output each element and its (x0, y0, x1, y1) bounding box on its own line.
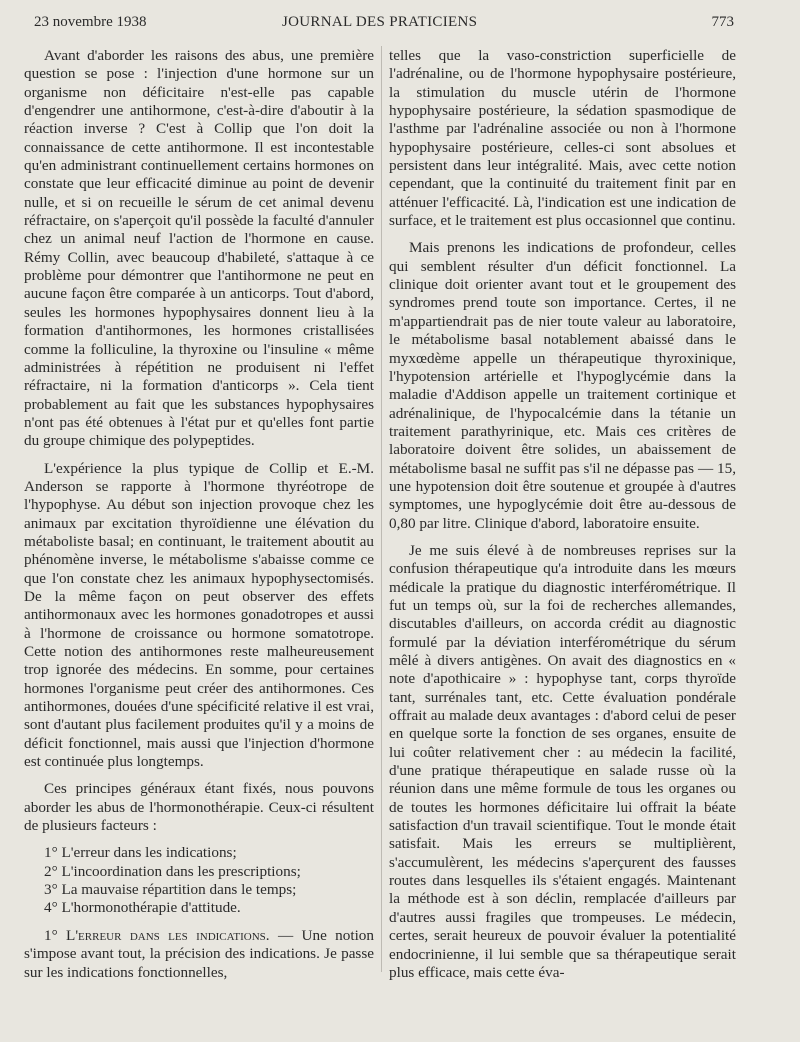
right-column (389, 47, 736, 991)
list-item: 1° L'erreur dans les indications; (44, 844, 237, 862)
paragraph-functional-indications: telles que la vaso-constriction superficielle de l'adrénaline, ou de l'hormone hypophysaire postérieure, la stimulation du muscle utérin de l'hormone hypophysaire postérieure, la sédation spasmodique de l'asthme par l'adrénaline associée ou non à l'hormone hypophysaire postérieure, celles-ci sont absolues et persistent dans leur intégralité. Mais, avec cette notion cependant, que la continuité du traitement finit par en atténuer l'efficacité. Là, l'indication est une indication de surface, et le traitement est plus occasionnel que continu. (389, 47, 736, 230)
section-heading: 1° L'erreur dans les indications. (44, 926, 270, 944)
page-header (34, 14, 734, 36)
section-text: — Une notion s'impose avant tout, la précision des indications. Je passe sur les indications fonctionnelles, (24, 926, 374, 981)
paragraph-collip-experiment: L'expérience la plus typique de Collip et E.-M. Anderson se rapporte à l'hormone thyréotrope de l'hypophyse. Au début son injection provoque chez les animaux par excitation thyroïdienne une élévation du métaboliste basal; en continuant, le traitement aboutit au phénomène inverse, le métabolisme s'abaisse comme ce que l'on constate chez les animaux hypophysectomisés. De la même façon on peut observer des effets antihormonaux avec les hormones gonadotropes et aussi à l'hormone de croissance ou hormone somatotrope. Cette notion des antihormones reste malheureusement trop ignorée des médecins. En somme, pour certaines hormones l'organisme peut créer des antihormones. Ces antihormones, douées d'une spécificité relative il est vrai, sont d'autant plus facilement produites qu'il y a moins de déficit fonctionnel, mais aussi que l'injection d'hormone est continuée plus longtemps. (24, 459, 374, 771)
paragraph-principles: Ces principes généraux étant fixés, nous pouvons aborder les abus de l'hormonothérapie. Ceux-ci résultent de plusieurs facteurs : (24, 780, 374, 835)
paragraph-interferometric: Je me suis élevé à de nombreuses reprises sur la confusion thérapeutique qu'a introduite dans les mœurs médicale la pratique du diagnostic interférométrique. Il fut un temps où, sur la foi de recherches allemandes, discutables d'ailleurs, on accorda crédit au diagnostic formulé par la déviation interférométrique du sérum mêlé à divers antigènes. On avait des diagnostics en « note d'apothicaire » : hypophyse tant, corps thyroïde tant, surrénales tant, etc. Cette évaluation pondérale offrait au malade deux avantages : d'abord celui de peser en quelque sorte la fonction de ses organes, ensuite de lui coûter relativement cher : au médecin la facilité, d'une pratique thérapeutique en salade russe où la réunion dans une même formule de tous les organes ou de toutes les hormones déficitaire lui offrait la béate satisfaction d'un travail scientifique. Tout le monde était satisfait. Mais les erreurs se multiplièrent, s'accumulèrent, les médecins s'aperçurent des fausses routes dans lesquelles ils s'étaient engagés. Maintenant la méthode est à son déclin, remplacée d'ailleurs par d'autres aussi fragiles que trompeuses. Le médecin, certes, serait heureux de pouvoir évaluer la potentialité endocrinienne, il lui semble que sa thérapeutique serait plus efficace, mais cette éva- (389, 541, 736, 981)
factors-list (24, 844, 374, 917)
header-journal-title: JOURNAL DES PRATICIENS (282, 14, 478, 30)
header-page-number: 773 (711, 14, 734, 30)
header-date: 23 novembre 1938 (34, 14, 147, 30)
list-item: 2° L'incoordination dans les prescriptions; (44, 862, 301, 880)
paragraph-deep-indications: Mais prenons les indications de profondeur, celles qui semblent résulter d'un déficit fonctionnel. La clinique doit orienter avant tout et le groupement des syndromes prend toute son importance. Certes, il ne m'appartiendrait pas de nier toute valeur au laboratoire, le métabolisme basal notablement abaissé dans le myxœdème appelle un thérapeutique thyroxinique, l'hypotension artérielle et l'hypoglycémie dans la maladie d'Addison appelle un traitement cortinique et adrénalinique, de l'hypocalcémie dans la tétanie un traitement parathyrinique, etc. Mais ces critères de laboratoire doivent être solides, un abaissement de métabolisme basal ne suffit pas s'il ne dépasse pas — 15, une hypotension doit être soutenue et groupée à d'autres symptomes, une hypoglycémie doit être au-dessous de 0,80 par litre. Clinique d'abord, laboratoire ensuite. (389, 239, 736, 532)
list-item: 3° La mauvaise répartition dans le temps; (44, 881, 297, 899)
list-item: 4° L'hormonothérapie d'attitude. (44, 899, 241, 917)
paragraph-indications (24, 927, 374, 982)
left-column (24, 47, 374, 991)
paragraph-antihormone: Avant d'aborder les raisons des abus, une première question se pose : l'injection d'une hormone sur un organisme non déficitaire n'est-elle pas capable d'engendrer une antihormone, c'est-à-dire d'aboutir à la réaction inverse ? C'est à Collip que l'on doit la connaissance de cette antihormone. Il est incontestable qu'en administrant continuellement certains hormones on constate que leur efficacité diminue au point de devenir nulle, et si on recueille le sérum de cet animal devenu réfractaire, on s'aperçoit qu'il possède la faculté d'annuler chez un animal neuf l'action de l'hormone en cause. Rémy Collin, avec beaucoup d'habileté, s'attaque à ce problème pour démontrer que l'antihormone ne peut en aucune façon être comparée à un anticorps. Tout d'abord, seules les hormones hypophysaires donnent lieu à la formation d'antihormones, les hormones cristallisées comme la folliculine, la thyroxine ou l'insuline « même administrées à répétition ne produisent ni l'effet réfractaire, ni la formation d'anticorps ». Cela tient probablement au fait que les substances hypophysaires n'ont pas été obtenues à l'état pur et qu'elles font partie du groupe chimique des polypeptides. (24, 47, 374, 450)
column-divider (381, 46, 382, 972)
